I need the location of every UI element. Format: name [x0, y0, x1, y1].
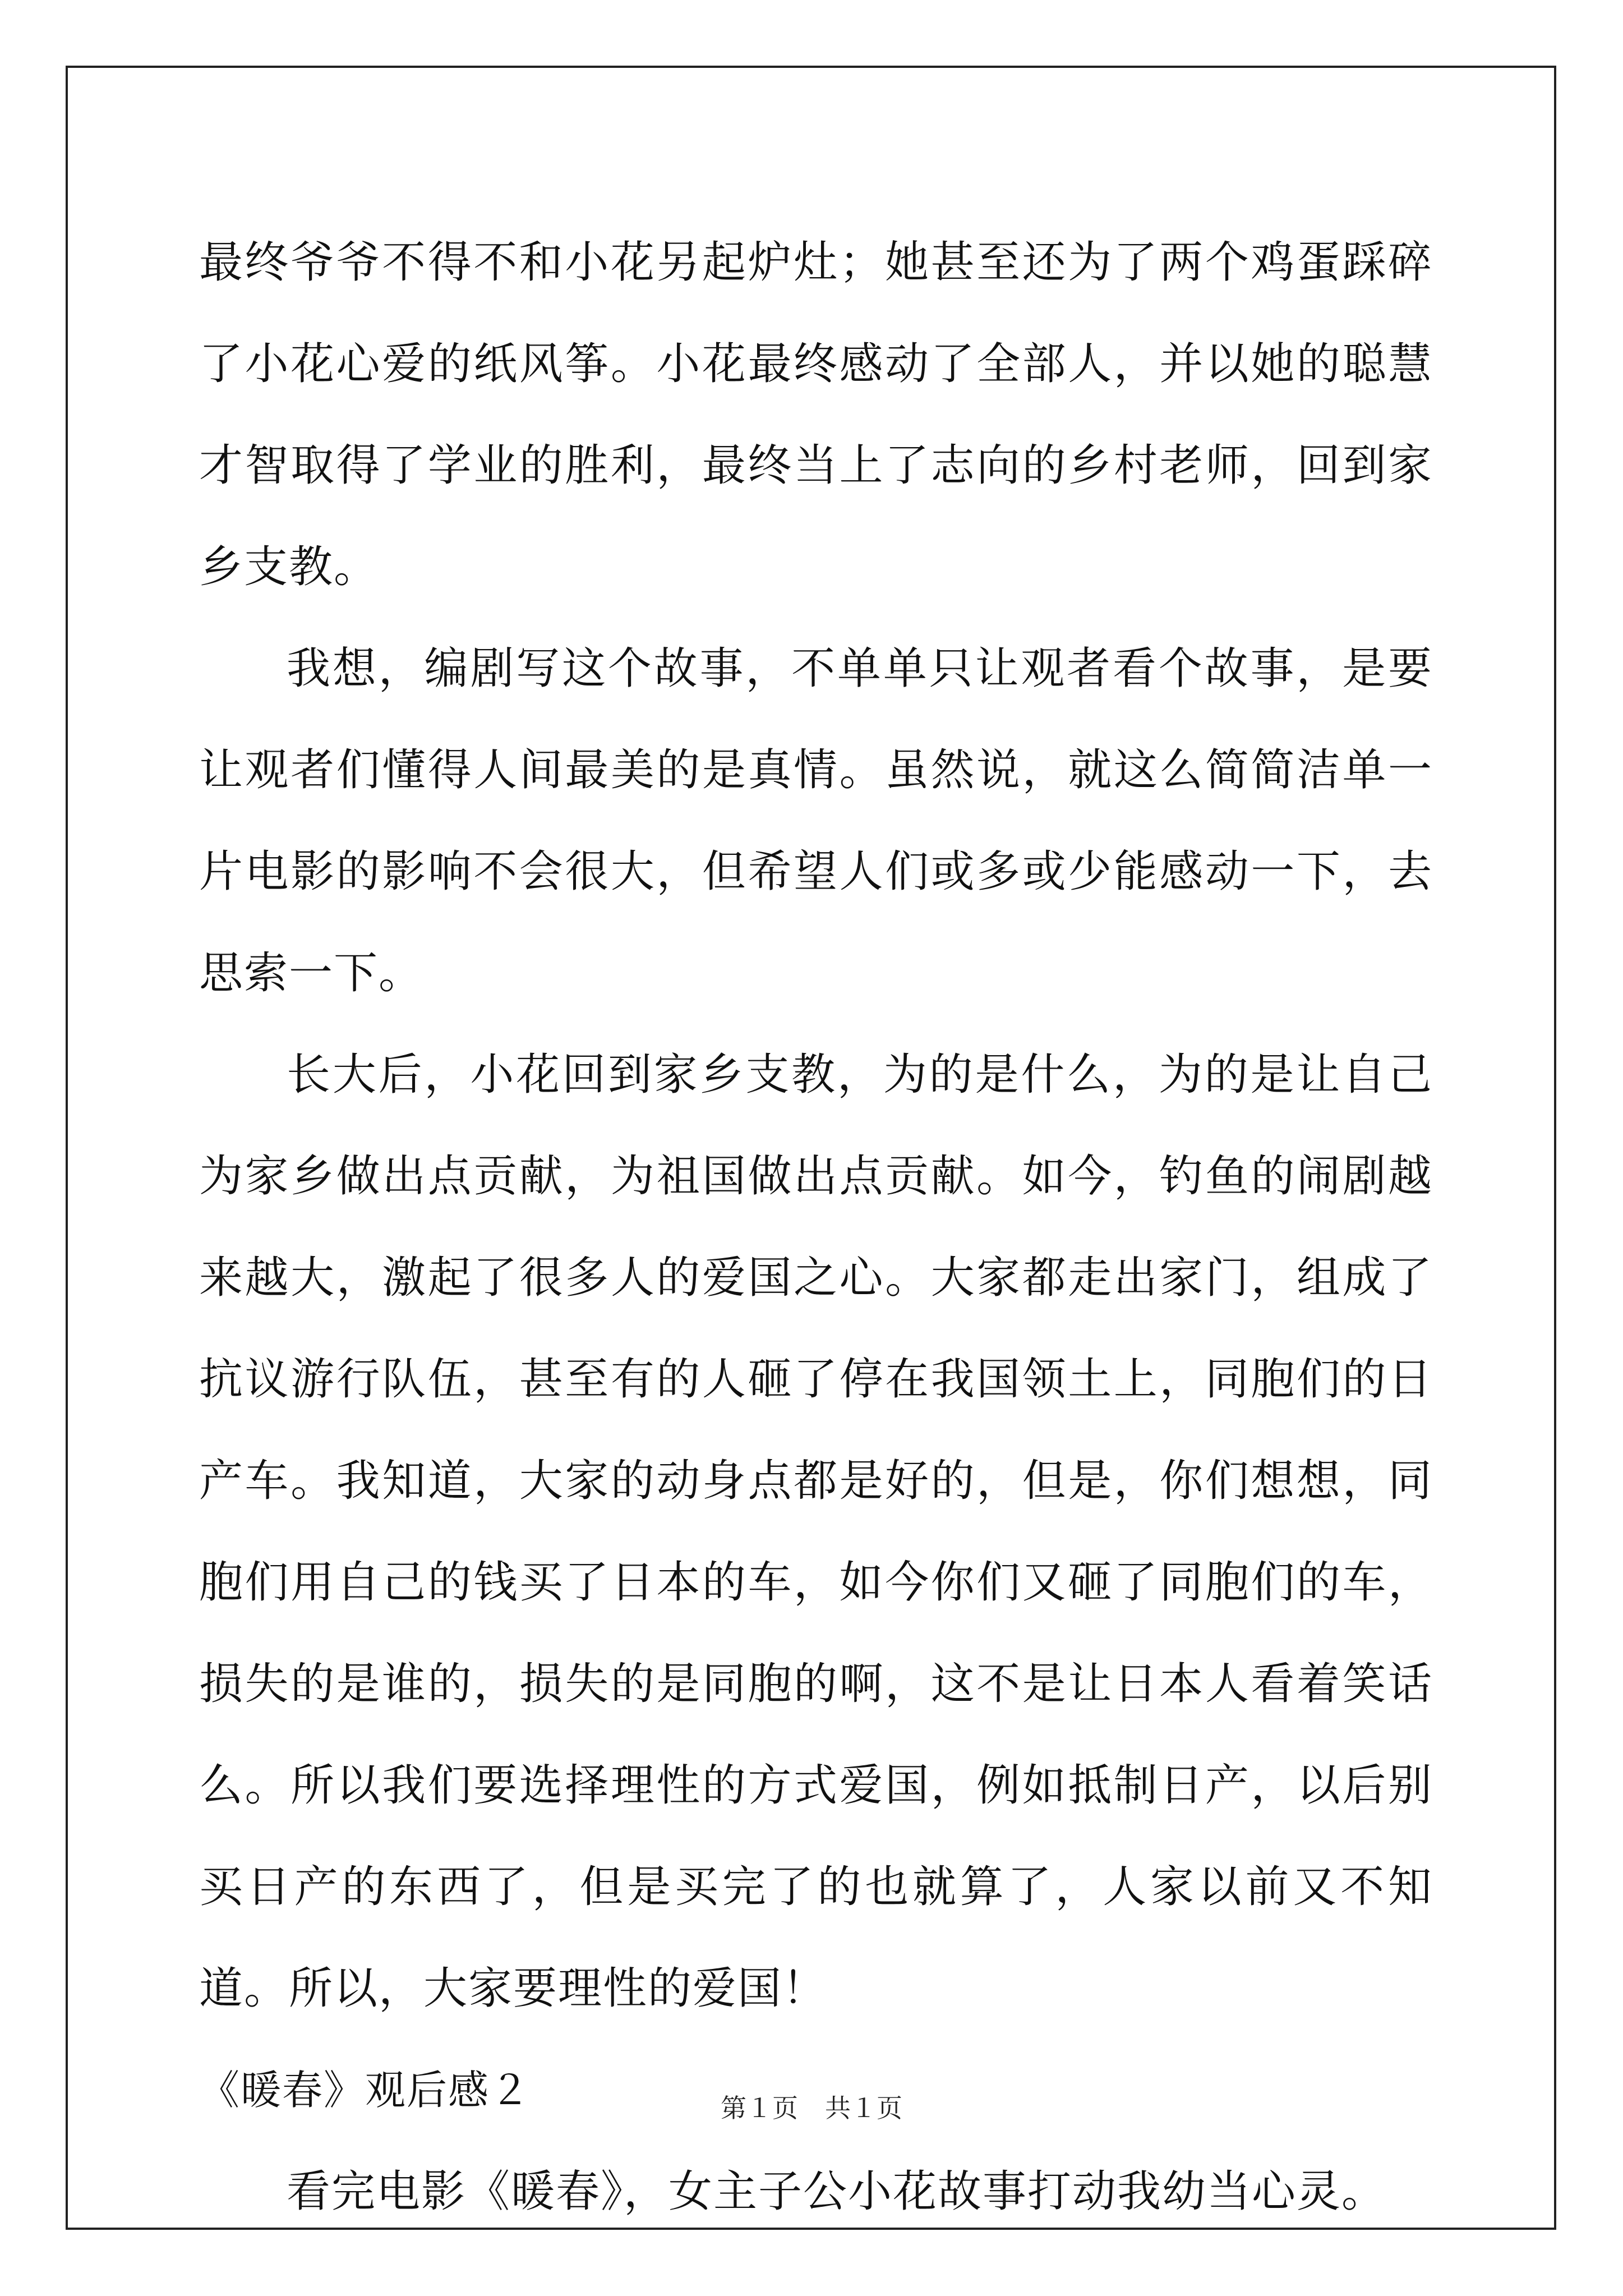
section-heading: 《暖春》观后感２ — [199, 2067, 532, 2114]
paragraph-2: 我想，编剧写这个故事，不单单只让观者看个故事，是要让观者们懂得人间最美的是真情。虽然说，就这么简简洁单一片电影的影响不会很大，但希望人们或多或少能感动一下，去思索一下。 — [199, 643, 1433, 999]
page-number-total: 共１页 — [825, 2093, 902, 2123]
paragraph-4: 看完电影《暖春》，女主子公小花故事打动我幼当心灵。 — [287, 2166, 1387, 2217]
page-footer — [0, 2088, 1623, 2125]
paragraph-3: 长大后，小花回到家乡支教，为的是什么，为的是让自己为家乡做出点贡献，为祖国做出点贡献。如今，钓鱼的闹剧越来越大，激起了很多人的爱国之心。大家都走出家门，组成了抗议游行队伍，甚至有的人砸了停在我国领土上，同胞们的日产车。我知道，大家的动身点都是好的，但是，你们想想，同胞们用自己的钱买了日本的车，如今你们又砸了同胞们的车，损失的是谁的，损失的是同胞的啊，这不是让日本人看着笑话么。所以我们要选择理性的方式爱国，例如抵制日产，以后别买日产的东西了，但是买完了的也就算了，人家以前又不知道。所以，大家要理性的爱国！ — [199, 1050, 1433, 2014]
paragraph-1: 最终爷爷不得不和小花另起炉灶；她甚至还为了两个鸡蛋踩碎了小花心爱的纸风筝。小花最终感动了全部人，并以她的聪慧才智取得了学业的胜利，最终当上了志向的乡村老师，回到家乡支教。 — [199, 237, 1433, 592]
document-body — [199, 212, 1433, 2243]
page-number-current: 第１页 — [721, 2093, 798, 2123]
